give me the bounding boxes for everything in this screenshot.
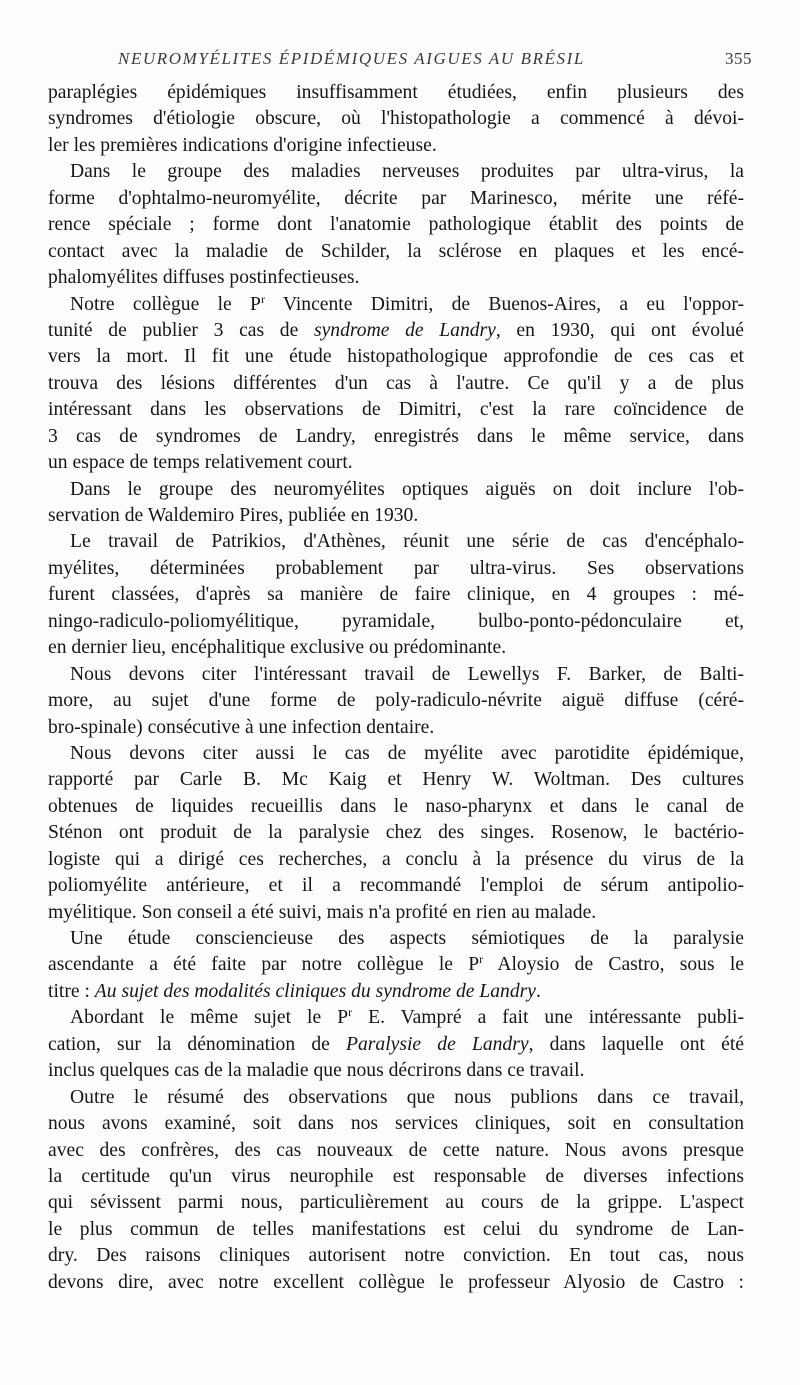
paragraph bbox=[48, 926, 744, 1005]
text-line: ningo-radiculo-poliomyélitique, pyramidale, bulbo-ponto-pédonculaire et, bbox=[48, 610, 744, 632]
paragraph bbox=[48, 529, 744, 661]
paragraph bbox=[48, 1005, 744, 1084]
text-line: myélites, déterminées probablement par ultra-virus. Ses observations bbox=[48, 557, 744, 579]
text-line: vers la mort. Il fit une étude histopathologique approfondie de ces cas et bbox=[48, 346, 744, 368]
text-line: Une étude consciencieuse des aspects sémiotiques de la paralysie bbox=[70, 928, 744, 949]
paragraph bbox=[48, 662, 744, 741]
text-line: syndromes d'étiologie obscure, où l'histopathologie a commencé à dévoi- bbox=[48, 108, 744, 130]
paragraph bbox=[48, 292, 744, 477]
text-line: rapporté par Carle B. Mc Kaig et Henry W. Woltman. Des cultures bbox=[48, 769, 744, 791]
text-line: nous avons examiné, soit dans nos services cliniques, soit en consultation bbox=[48, 1113, 744, 1135]
italic-title: Au sujet des modalités cliniques du syndrome de Landry bbox=[94, 980, 536, 1002]
text-line: en dernier lieu, encéphalitique exclusive ou prédominante. bbox=[48, 637, 507, 659]
text-line: paraplégies épidémiques insuffisamment étudiées, enfin plusieurs des bbox=[48, 82, 744, 103]
paragraph bbox=[48, 159, 744, 291]
text-line: furent classées, d'après sa manière de faire clinique, en 4 groupes : mé- bbox=[48, 584, 744, 606]
text-line: tunité de publier 3 cas de syndrome de Landry, en 1930, qui ont évolué bbox=[48, 319, 744, 341]
running-title: NEUROMYÉLITES ÉPIDÉMIQUES AIGUES AU BRÉSIL bbox=[118, 49, 585, 68]
text-line: logiste qui a dirigé ces recherches, a conclu à la présence du virus de la bbox=[48, 848, 744, 870]
text-line: trouva des lésions différentes d'un cas à l'autre. Ce qu'il y a de plus bbox=[48, 372, 744, 394]
text-line: servation de Waldemiro Pires, publiée en 1930. bbox=[48, 505, 419, 526]
text-line: qui sévissent parmi nous, particulièrement au cours de la grippe. L'aspect bbox=[48, 1192, 744, 1214]
text-line: Sténon ont produit de la paralysie chez des singes. Rosenow, le bactério- bbox=[48, 822, 744, 844]
text-line: Nous devons citer aussi le cas de myélite avec parotidite épidémique, bbox=[70, 742, 744, 764]
body-text bbox=[48, 80, 744, 1296]
text-line: forme d'ophtalmo-neuromyélite, décrite par Marinesco, mérite une réfé- bbox=[48, 187, 744, 209]
superscript-abbreviation: r bbox=[260, 291, 265, 306]
text-line: titre : Au sujet des modalités cliniques du syndrome de Landry. bbox=[48, 980, 541, 1002]
text-line: 3 cas de syndromes de Landry, enregistrés dans le même service, dans bbox=[48, 425, 744, 447]
text-line: un espace de temps relativement court. bbox=[48, 452, 353, 474]
text-line: Dans le groupe des neuromyélites optiques aiguës on doit inclure l'ob- bbox=[70, 478, 744, 500]
text-line: contact avec la maladie de Schilder, la sclérose en plaques et les encé- bbox=[48, 240, 744, 262]
italic-title: Paralysie de Landry bbox=[346, 1033, 529, 1055]
text-line: avec des confrères, des cas nouveaux de cette nature. Nous avons presque bbox=[48, 1139, 744, 1161]
italic-title: syndrome de Landry bbox=[313, 319, 496, 341]
paragraph bbox=[48, 1085, 744, 1297]
text-line: phalomyélites diffuses postinfectieuses. bbox=[48, 267, 360, 289]
page-number: 355 bbox=[725, 49, 752, 68]
text-line: ascendante a été faite par notre collègue le $P^r$ Aloysio de Castro, sous le bbox=[48, 952, 745, 976]
superscript-abbreviation: r bbox=[348, 1005, 353, 1020]
text-line: Outre le résumé des observations que nous publions dans ce travail, bbox=[70, 1086, 744, 1108]
superscript-abbreviation: r bbox=[479, 952, 484, 967]
paragraph bbox=[48, 80, 744, 159]
text-line: Nous devons citer l'intéressant travail de Lewellys F. Barker, de Balti- bbox=[70, 663, 744, 685]
text-line: rence spéciale ; forme dont l'anatomie pathologique établit des points de bbox=[48, 214, 744, 236]
text-line: cation, sur la dénomination de Paralysie de Landry, dans laquelle ont été bbox=[48, 1033, 744, 1055]
text-line: Le travail de Patrikios, d'Athènes, réunit une série de cas d'encéphalo- bbox=[70, 531, 744, 553]
text-line: more, au sujet d'une forme de poly-radiculo-névrite aiguë diffuse (céré- bbox=[48, 690, 744, 712]
paragraph bbox=[48, 741, 744, 926]
text-line: dry. Des raisons cliniques autorisent notre conviction. En tout cas, nous bbox=[48, 1245, 744, 1267]
text-line: Abordant le même sujet le $P^r$ E. Vampré a fait une intéressante publi- bbox=[70, 1005, 744, 1029]
text-line: la certitude qu'un virus neurophile est responsable de diverses infections bbox=[48, 1165, 744, 1187]
text-line: devons dire, avec notre excellent collègue le professeur Alyosio de Castro : bbox=[48, 1271, 744, 1293]
text-line: poliomyélite antérieure, et il a recommandé l'emploi de sérum antipolio- bbox=[48, 875, 744, 897]
paragraph bbox=[48, 477, 744, 530]
text-line: bro-spinale) consécutive à une infection dentaire. bbox=[48, 716, 435, 738]
text-line: inclus quelques cas de la maladie que nous décrirons dans ce travail. bbox=[48, 1060, 585, 1082]
text-line: ler les premières indications d'origine infectieuse. bbox=[48, 134, 437, 156]
text-line: Dans le groupe des maladies nerveuses produites par ultra-virus, la bbox=[70, 161, 744, 183]
text-line: obtenues de liquides recueillis dans le naso-pharynx et dans le canal de bbox=[48, 795, 744, 817]
text-line: myélitique. Son conseil a été suivi, mais n'a profité en rien au malade. bbox=[48, 901, 597, 923]
text-line: intéressant dans les observations de Dimitri, c'est la rare coïncidence de bbox=[48, 399, 744, 421]
text-line: Notre collègue le $P^r$ Vincente Dimitri, de Buenos-Aires, a eu l'oppor- bbox=[70, 291, 744, 315]
running-head bbox=[118, 49, 758, 73]
text-line: le plus commun de telles manifestations est celui du syndrome de Lan- bbox=[48, 1218, 744, 1240]
